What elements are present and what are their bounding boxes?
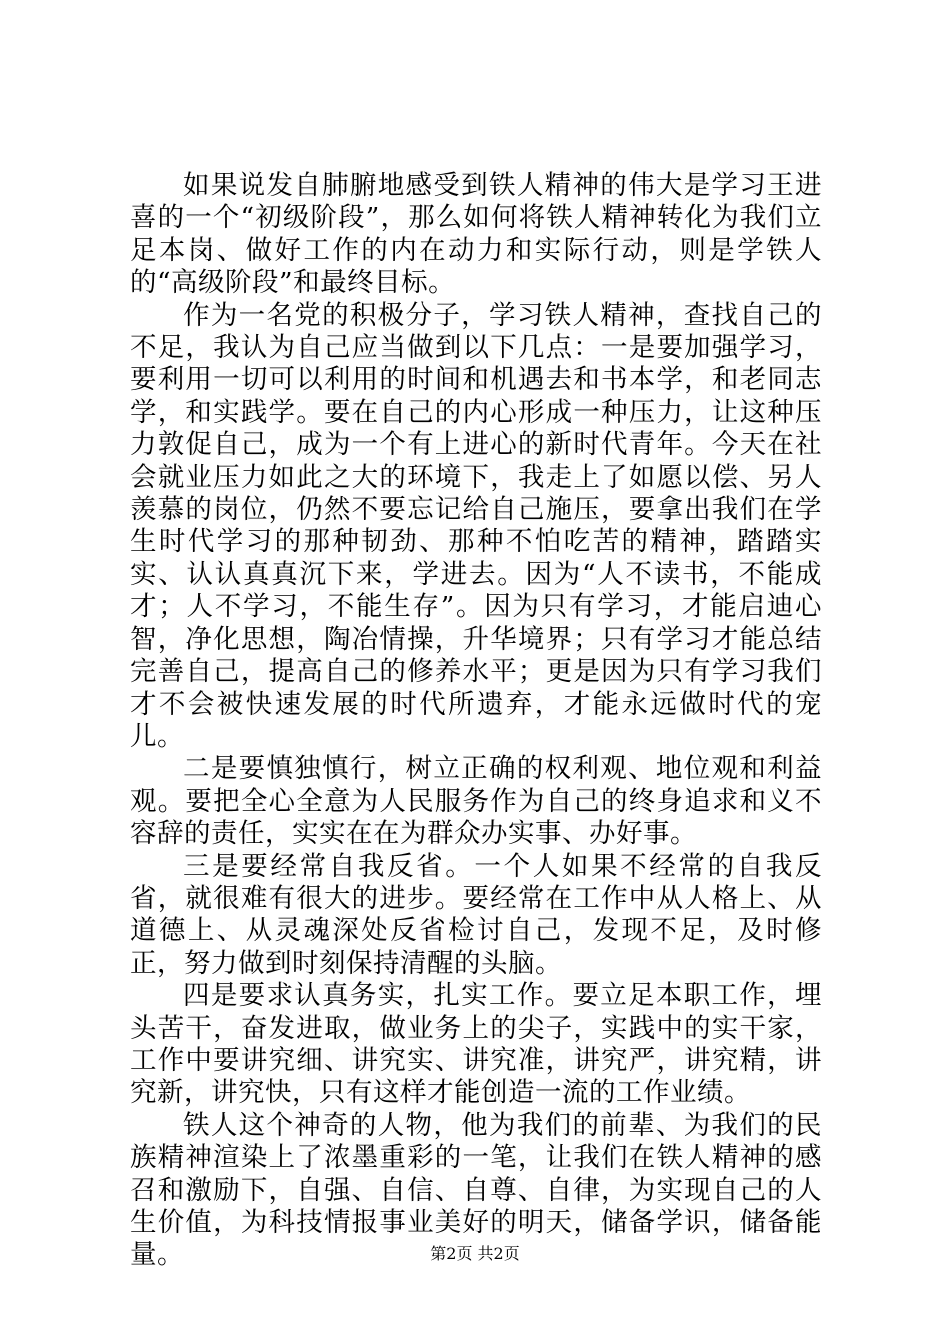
paragraph-1: 如果说发自肺腑地感受到铁人精神的伟大是学习王进喜的一个“初级阶段”，那么如何将铁人精神转化为我们立足本岗、做好工作的内在动力和实际行动，则是学铁人的“高级阶段”和最终目标。: [130, 170, 822, 299]
paragraph-2: 作为一名党的积极分子，学习铁人精神，查找自己的不足，我认为自己应当做到以下几点：一是要加强学习，要利用一切可以利用的时间和机遇去和书本学，和老同志学，和实践学。要在自己的内心形成一种压力，让这种压力敦促自己，成为一个有上进心的新时代青年。今天在社会就业压力如此之大的环境下，我走上了如愿以偿、另人羡慕的岗位，仍然不要忘记给自己施压，要拿出我们在学生时代学习的那种韧劲、那种不怕吃苦的精神，踏踏实实、认认真真沉下来，学进去。因为“人不读书，不能成才；人不学习，不能生存”。因为只有学习，才能启迪心智，净化思想，陶冶情操，升华境界；只有学习才能总结完善自己，提高自己的修养水平；更是因为只有学习我们才不会被快速发展的时代所遗弃，才能永远做时代的宠儿。: [130, 299, 822, 752]
page-footer: 第2页 共2页: [430, 1244, 520, 1263]
document-body: [130, 170, 822, 1272]
paragraph-4: 三是要经常自我反省。一个人如果不经常的自我反省，就很难有很大的进步。要经常在工作中从人格上、从道德上、从灵魂深处反省检讨自己，发现不足，及时修正，努力做到时刻保持清醒的头脑。: [130, 850, 822, 979]
paragraph-3: 二是要慎独慎行，树立正确的权利观、地位观和利益观。要把全心全意为人民服务作为自己的终身追求和义不容辞的责任，实实在在为群众办实事、办好事。: [130, 753, 822, 850]
paragraph-6: 铁人这个神奇的人物，他为我们的前辈、为我们的民族精神渲染上了浓墨重彩的一笔，让我们在铁人精神的感召和激励下，自强、自信、自尊、自律，为实现自己的人生价值，为科技情报事业美好的明天，储备学识，储备能量。: [130, 1109, 822, 1271]
paragraph-5: 四是要求认真务实，扎实工作。要立足本职工作，埋头苦干，奋发进取，做业务上的尖子，实践中的实干家，工作中要讲究细、讲究实、讲究准，讲究严，讲究精，讲究新，讲究快，只有这样才能创造一流的工作业绩。: [130, 980, 822, 1109]
